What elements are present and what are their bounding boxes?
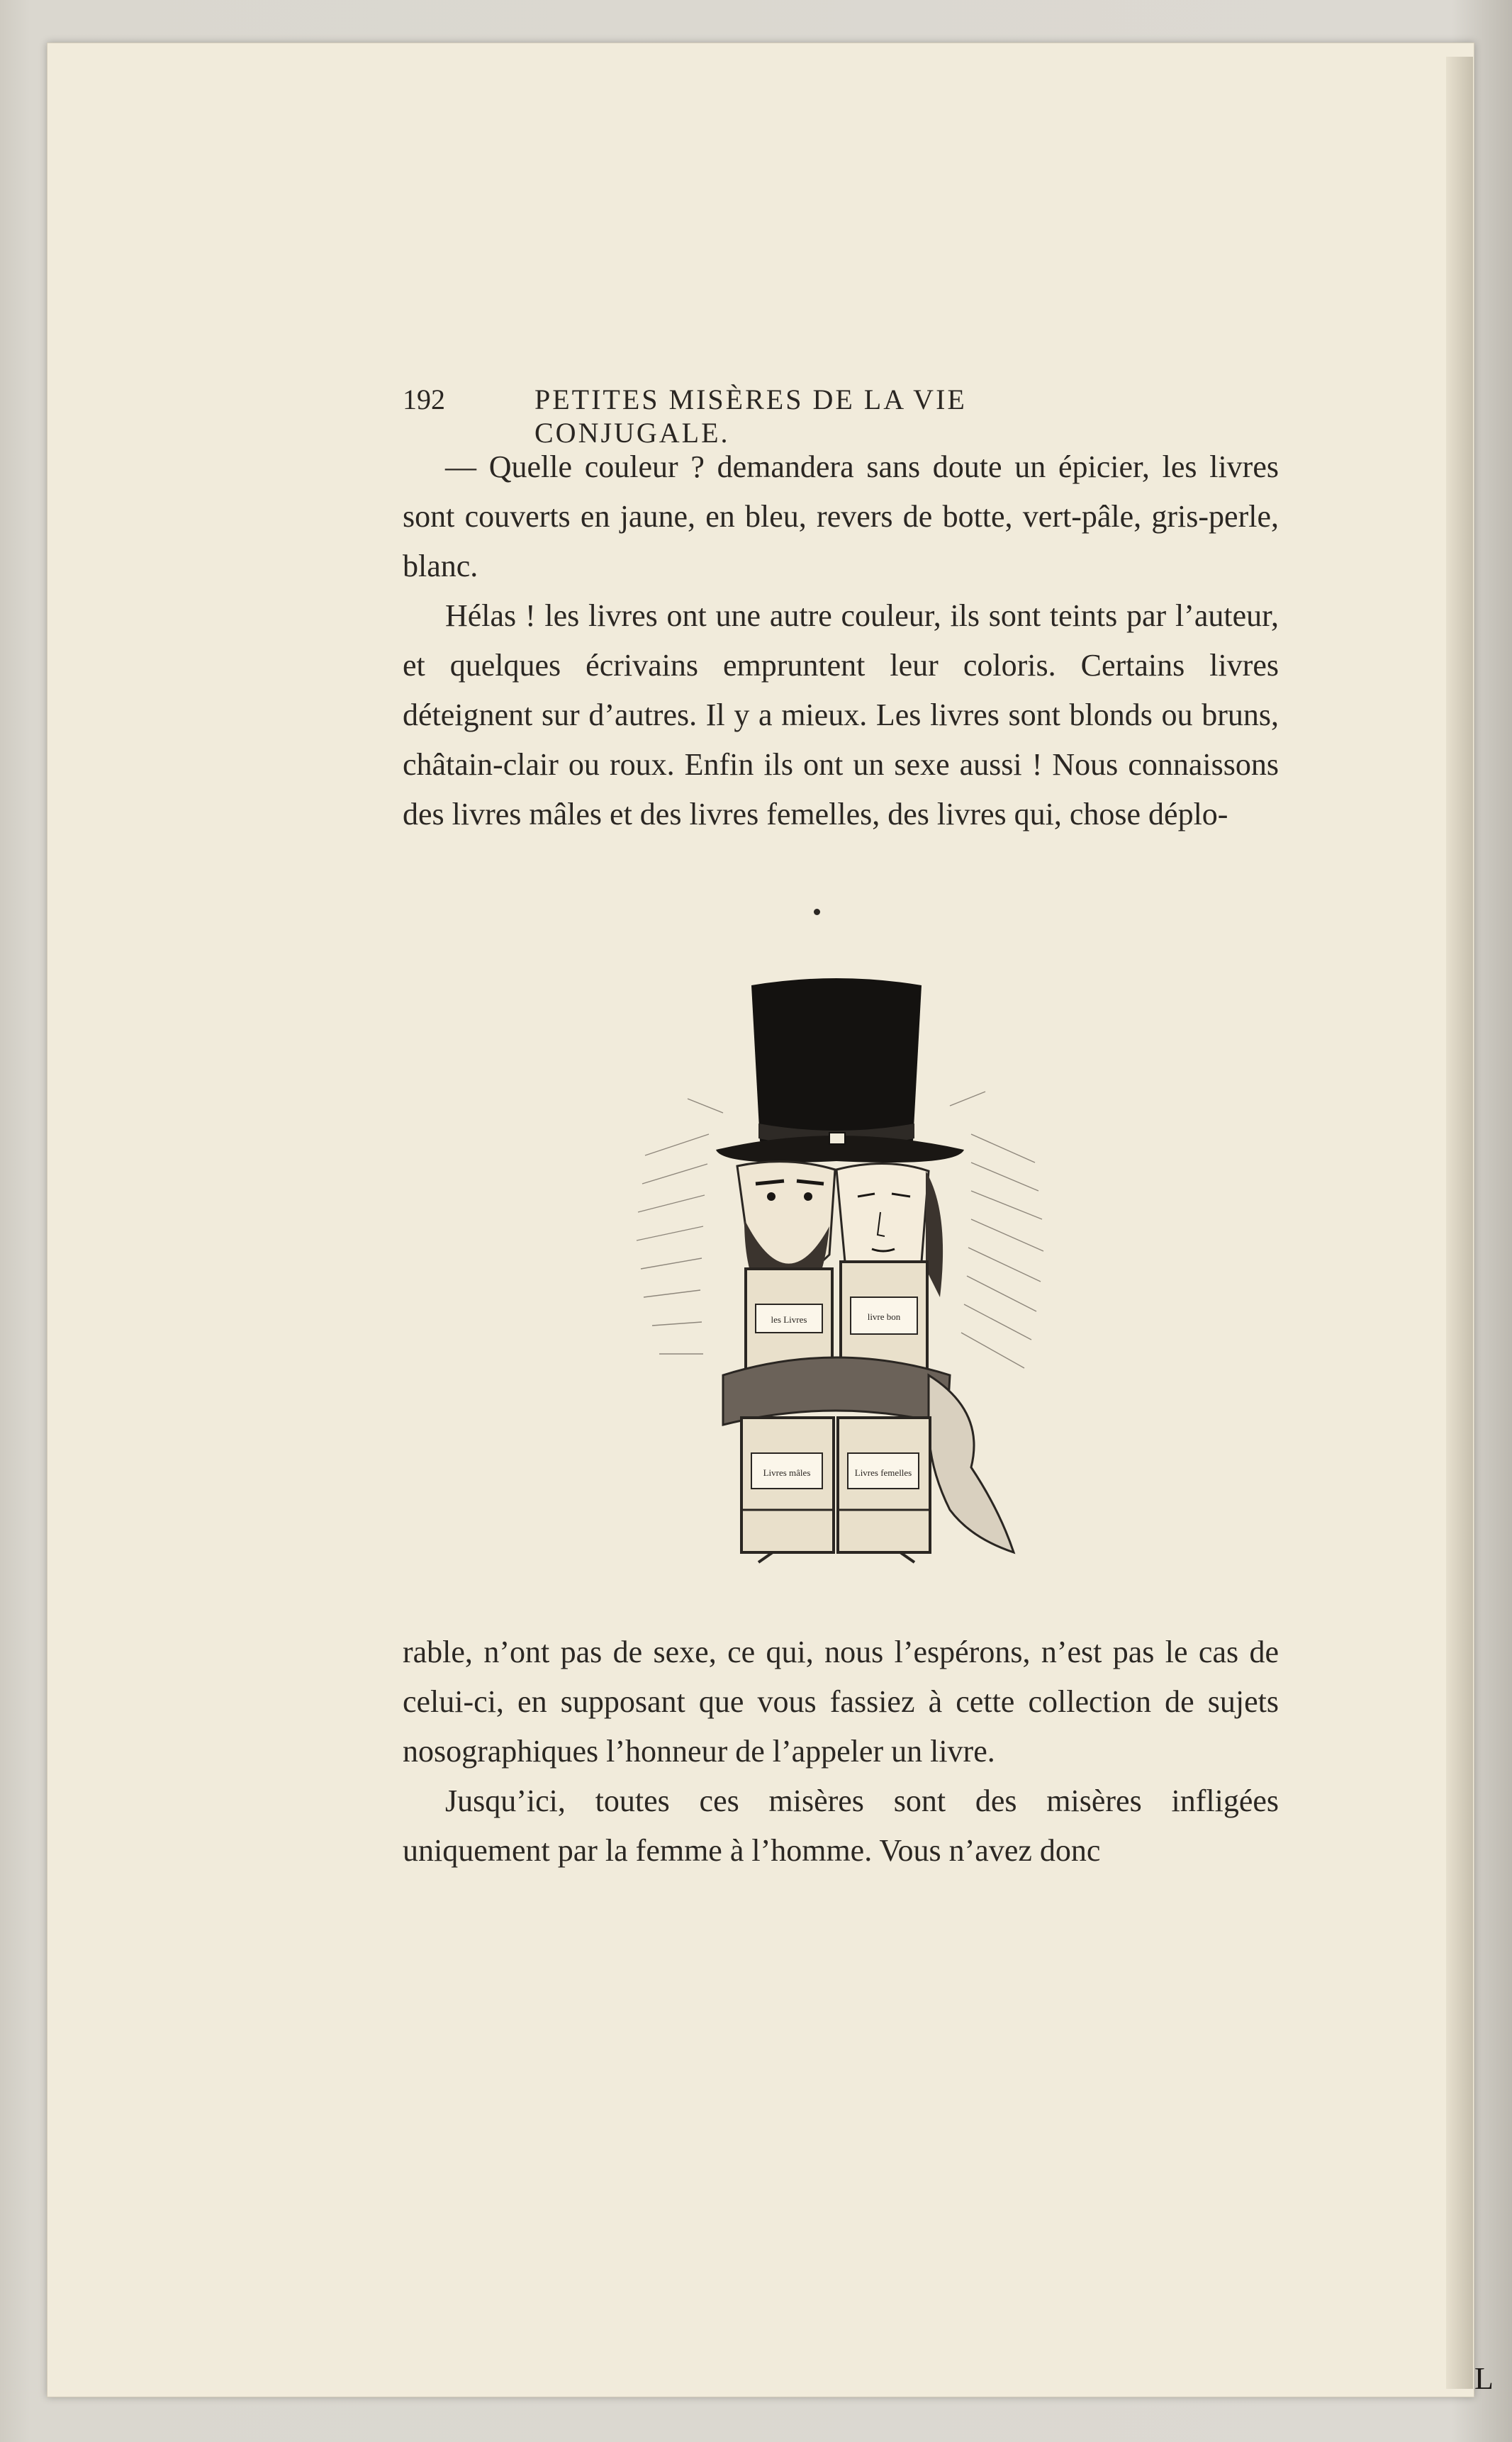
book-label: livre bon	[867, 1311, 901, 1322]
top-hat	[716, 978, 964, 1163]
page-edge	[1446, 57, 1473, 2389]
book-label: Livres femelles	[854, 1467, 912, 1478]
text-block-top	[403, 442, 1279, 839]
text-block-bottom	[403, 1628, 1279, 1876]
paragraph: rable, n’ont pas de sexe, ce qui, nous l’espérons, n’est pas le cas de celui-ci, en supposant que vous fassiez à cette collection de sujets nosographiques l’honneur de l’appeler un livre.	[403, 1635, 1279, 1769]
feet	[758, 1552, 914, 1562]
book-label: les Livres	[771, 1314, 807, 1325]
book-label: Livres mâles	[763, 1467, 811, 1478]
page-number: 192	[403, 383, 445, 415]
paragraph: Jusqu’ici, toutes ces misères sont des misères infligées uniquement par la femme à l’homme. Vous n’avez donc	[403, 1783, 1279, 1868]
running-title: PETITES MISÈRES DE LA VIE CONJUGALE.	[534, 383, 967, 449]
paragraph: Hélas ! les livres ont une autre couleur, ils sont teints par l’auteur, et quelques écrivains empruntent leur coloris. Certains livres déteignent sur d’autres. Il y a mieux. Les livres sont blonds ou bruns, châtain-clair ou roux. Enfin ils ont un sexe aussi ! Nous connaissons des livres mâles et des livres femelles, des livres qui, chose déplo-	[403, 598, 1279, 831]
paragraph: — Quelle couleur ? demandera sans doute un épicier, les livres sont couverts en jaune, en bleu, revers de botte, vert-pâle, gris-perle, blanc.	[403, 449, 1279, 583]
catchword: L	[1474, 2361, 1494, 2396]
engraving-illustration	[617, 971, 1056, 1567]
lower-books	[741, 1418, 930, 1552]
ink-dot	[814, 909, 820, 915]
running-head	[403, 383, 1147, 449]
